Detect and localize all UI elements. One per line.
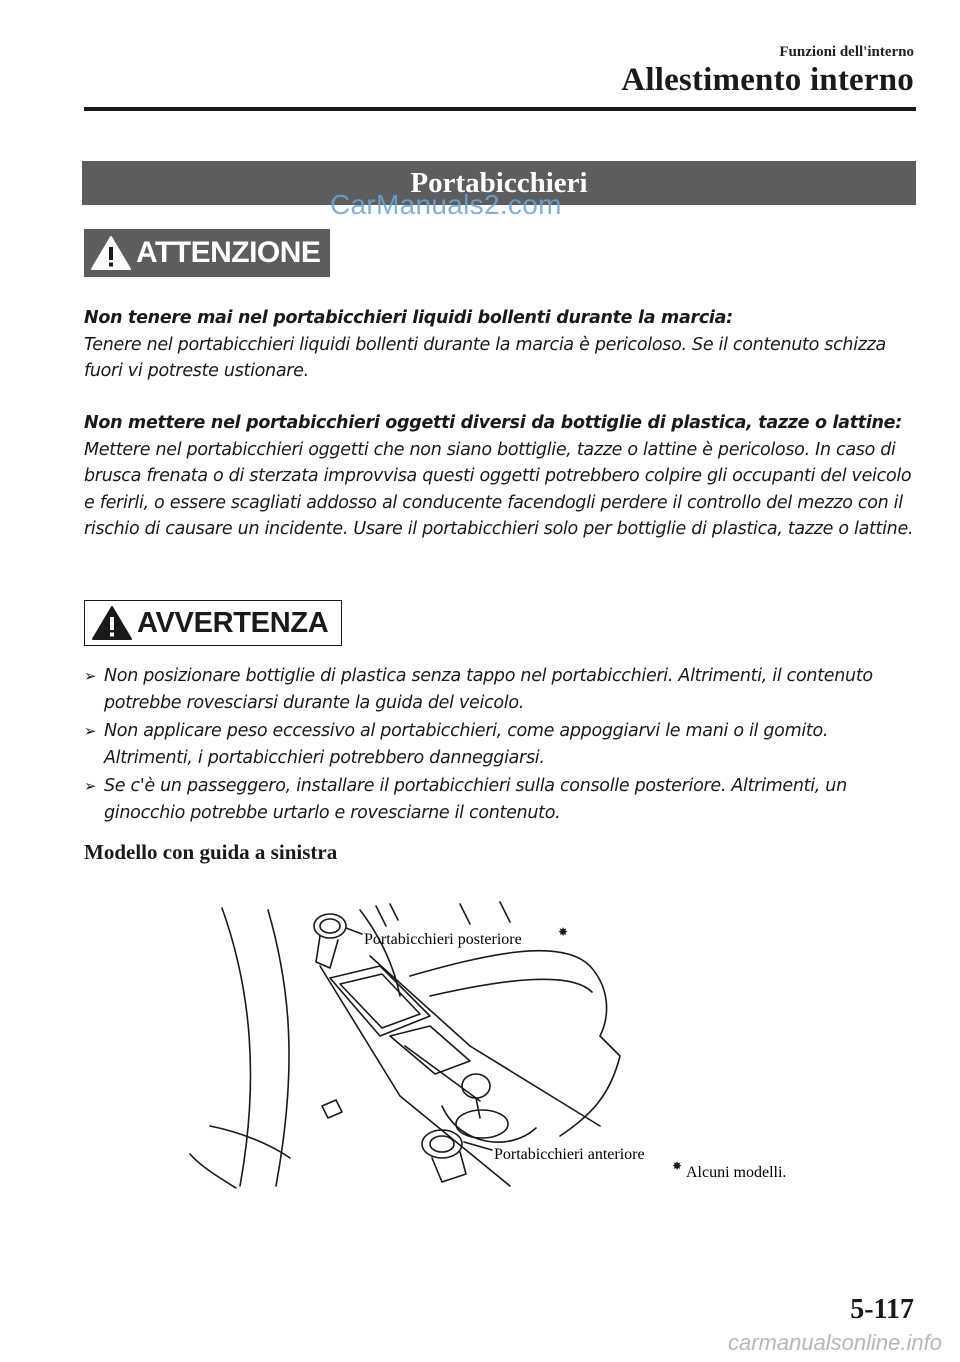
list-item: ➢ Se c'è un passeggero, installare il portabicchieri sulla consolle posteriore. Altrimenti, un ginocchio potrebbe urtarlo e rovesciarne il contenuto. <box>84 773 918 827</box>
watermark-text: CarManuals2.com <box>330 189 562 220</box>
warning-list <box>84 663 918 828</box>
cupholder-illustration <box>180 896 830 1196</box>
caution-p1-title: Non tenere mai nel portabicchieri liquidi bollenti durante la marcia: <box>84 308 733 328</box>
section-small-title: Funzioni dell'interno <box>779 44 914 60</box>
asterisk-icon: ✸ <box>558 925 569 939</box>
figure-note: Alcuni modelli. <box>686 1164 787 1181</box>
warning-badge <box>84 600 342 646</box>
page-title-banner: Portabicchieri <box>82 161 916 205</box>
list-item: ➢ Non applicare peso eccessivo al portabicchieri, come appoggiarvi le mani o il gomito. Altrimenti, i portabicchieri potrebbero danneggiarsi. <box>84 718 918 772</box>
arrow-bullet-icon: ➢ <box>84 777 97 795</box>
subheading: Modello con guida a sinistra <box>84 840 338 864</box>
label-front-cupholder: Portabicchieri anteriore <box>494 1146 645 1163</box>
arrow-bullet-icon: ➢ <box>84 667 97 685</box>
footer-watermark: carmanualsonline.info <box>727 1330 942 1355</box>
caution-p2-title: Non mettere nel portabicchieri oggetti diversi da bottiglie di plastica, tazze o lattine: <box>84 413 902 433</box>
arrow-bullet-icon: ➢ <box>84 722 97 740</box>
caution-label: ATTENZIONE <box>136 236 321 269</box>
label-rear-cupholder: Portabicchieri posteriore <box>364 931 522 948</box>
warning-triangle-icon <box>90 234 132 272</box>
list-item: ➢ Non posizionare bottiglie di plastica senza tappo nel portabicchieri. Altrimenti, il contenuto potrebbe rovesciarsi durante la guida del veicolo. <box>84 663 918 717</box>
caution-paragraph-1 <box>84 305 918 385</box>
caution-p1-body: Tenere nel portabicchieri liquidi bollenti durante la marcia è pericoloso. Se il contenuto schizza fuori vi potreste ustionare. <box>84 334 886 381</box>
page-number: 5-117 <box>850 1294 914 1325</box>
warning-triangle-icon <box>91 604 133 642</box>
caution-paragraph-2 <box>84 410 918 543</box>
header-rule <box>84 107 916 111</box>
caution-p2-body: Mettere nel portabicchieri oggetti che non siano bottiglie, tazze o lattine è pericoloso. In caso di brusca frenata o di sterzata improvvisa questi oggetti potrebbero colpire gli occupanti del veicolo e ferirli, o essere scagliati addosso al conducente facendogli perdere il controllo del mezzo con il rischio di causare un incidente. Usare il portabicchieri solo per bottiglie di plastica, tazze o lattine. <box>84 439 914 539</box>
section-title: Allestimento interno <box>621 62 914 98</box>
caution-badge <box>84 229 330 277</box>
warning-label: AVVERTENZA <box>137 606 329 639</box>
asterisk-icon: ✸ <box>672 1159 683 1173</box>
